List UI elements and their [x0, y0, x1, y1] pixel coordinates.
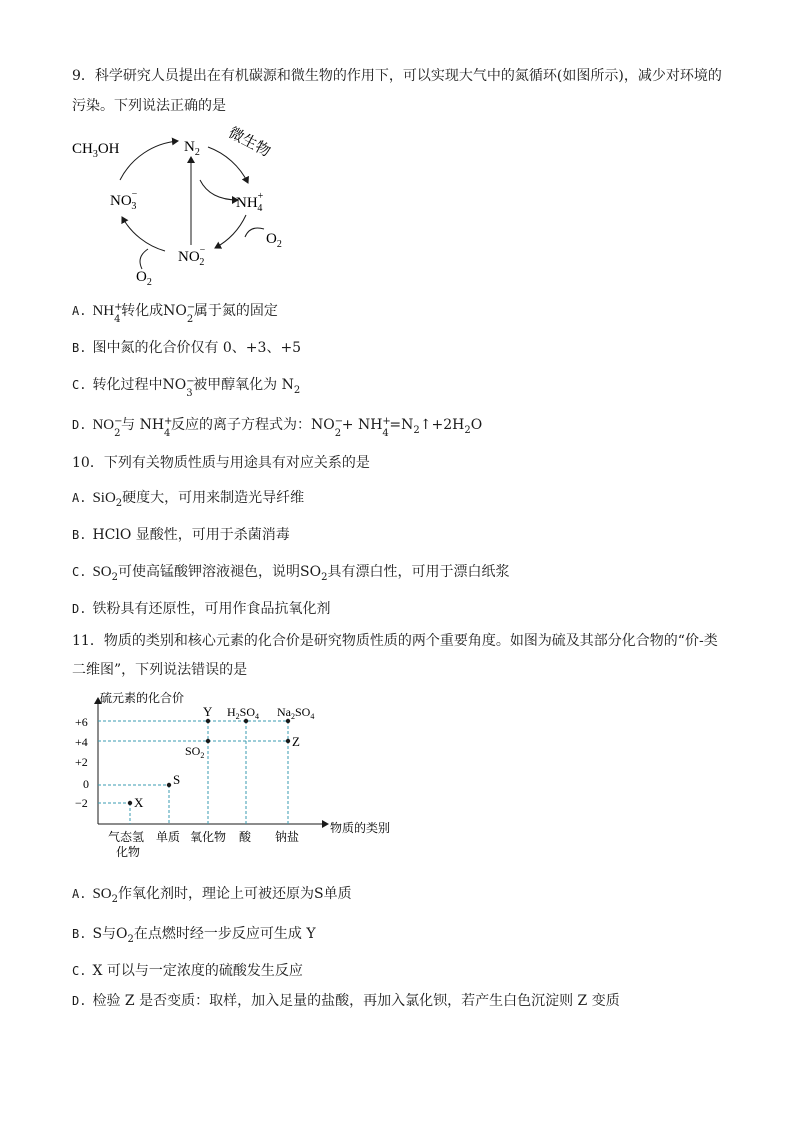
nh4-label: NH+ 4 — [236, 191, 264, 214]
arrow-inner-nh4 — [200, 180, 238, 200]
q10-stem: 10．下列有关物质性质与用途具有对应关系的是 — [72, 455, 370, 471]
label-so2: $SO_2$ — [185, 744, 205, 760]
x-axis-label: 物质的类别 — [330, 821, 391, 835]
guide-lines — [98, 721, 288, 824]
q11-option-c[interactable]: C. X 可以与一定浓度的硫酸发生反应 — [72, 963, 303, 979]
y-tick-+4: +4 — [75, 735, 88, 749]
point-y — [206, 719, 210, 723]
n2-label: $N_2$ — [184, 139, 200, 158]
label-na2so4: $Na_2SO_4$ — [277, 705, 315, 721]
y-tick-+6: +6 — [75, 715, 88, 729]
q10-option-b[interactable]: B. HClO 显酸性，可用于杀菌消毒 — [72, 527, 290, 543]
o2-hook-left — [140, 249, 148, 269]
x-cat-hydride-2: 化物 — [116, 845, 141, 859]
arc-nh4-to-no2 — [215, 215, 246, 248]
point-na2so4 — [286, 719, 290, 723]
y-tick--2: −2 — [75, 796, 88, 810]
q10-option-c[interactable]: C. $SO_2$可使高锰酸钾溶液褪色，说明$SO_2$具有漂白性，可用于漂白纸浆 — [72, 564, 510, 583]
x-cat-element: 单质 — [156, 830, 181, 844]
label-z: Z — [292, 734, 300, 749]
q10-option-a[interactable]: A. SiO$_2$硬度大，可用来制造光导纤维 — [72, 490, 305, 509]
point-s — [167, 783, 171, 787]
x-cat-sodium-salt: 钠盐 — [275, 830, 300, 844]
q9-stem-line2: 污染。下列说法正确的是 — [72, 98, 226, 114]
x-cat-oxide: 氧化物 — [190, 830, 227, 844]
q11-stem-line2: 二维图”，下列说法错误的是 — [72, 662, 248, 678]
point-x — [128, 801, 132, 805]
o2-label-left: $O_2$ — [136, 269, 152, 288]
q11-option-b[interactable]: B. S与$O_2$在点燃时经一步反应可生成 Y — [72, 926, 316, 945]
q11-stem-line1: 11．物质的类别和核心元素的化合价是研究物质性质的两个重要角度。如图为硫及其部分化合物的“价-类 — [72, 633, 718, 649]
no3-label: NO− 3 — [110, 189, 138, 212]
arc-n2-to-nh4 — [208, 147, 248, 183]
q11-option-d[interactable]: D. 检验 Z 是否变质：取样，加入足量的盐酸，再加入氯化钡，若产生白色沉淀则 Z 变质 — [72, 993, 620, 1009]
label-h2so4: $H_2SO_4$ — [227, 705, 260, 721]
y-tick-+2: +2 — [75, 755, 88, 769]
q9-option-c[interactable]: C. 转化过程中NO − 3 被甲醇氧化为 $N_2$ — [72, 376, 301, 399]
y-axis-label: 硫元素的化合价 — [100, 691, 185, 705]
q9-option-d[interactable]: D. NO − 2 与 NH + 4 反应的离子方程式为：NO − 2 + NH + 4 $=N_2↑+2H_2O$ — [72, 416, 483, 439]
nitrogen-cycle-diagram — [60, 125, 300, 295]
ch3oh-label: $CH_3OH$ — [72, 141, 120, 160]
q9-option-a[interactable]: A. NH + 4 转化成NO − 2 属于氮的固定 — [72, 302, 278, 325]
y-tick-0: 0 — [83, 777, 89, 791]
label-x: X — [134, 795, 144, 810]
arc-no3-to-n2 — [120, 141, 178, 180]
o2-hook-right — [245, 228, 264, 237]
q9-option-b[interactable]: B. 图中氮的化合价仅有 0、+3、+5 — [72, 340, 302, 356]
o2-label-right: $O_2$ — [266, 231, 282, 250]
microbe-label: 微生物 — [225, 125, 273, 161]
label-s: S — [173, 772, 181, 787]
sulfur-valence-class-chart — [70, 690, 410, 865]
point-z — [286, 739, 290, 743]
q11-option-a[interactable]: A. $SO_2$作氧化剂时，理论上可被还原为S单质 — [72, 886, 352, 905]
point-h2so4 — [244, 719, 248, 723]
x-cat-acid: 酸 — [239, 830, 252, 844]
x-cat-hydride-1: 气态氢 — [108, 830, 145, 844]
no2-label: NO− 2 — [178, 245, 206, 268]
q9-stem-line1: 9．科学研究人员提出在有机碳源和微生物的作用下，可以实现大气中的氮循环(如图所示)，减少对环境的 — [72, 68, 722, 84]
q10-option-d[interactable]: D. 铁粉具有还原性，可用作食品抗氧化剂 — [72, 601, 331, 617]
label-y: Y — [203, 704, 213, 719]
point-so2 — [206, 739, 210, 743]
arc-no2-to-no3 — [122, 217, 165, 251]
